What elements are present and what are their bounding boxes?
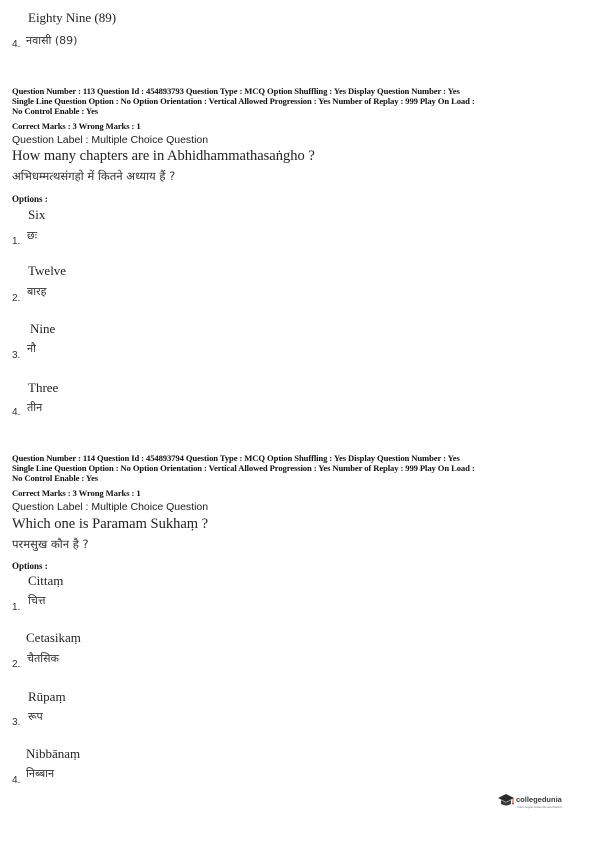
option-1-hindi: छः bbox=[27, 229, 37, 242]
option-1-english: Six bbox=[28, 207, 46, 222]
prev-option-number: 4. bbox=[12, 39, 21, 50]
option-2-hindi: बारह bbox=[27, 285, 47, 298]
question-marks: Correct Marks : 3 Wrong Marks : 1 bbox=[12, 121, 141, 131]
question-text-english: How many chapters are in Abhidhammathasaṅgho ? bbox=[12, 148, 315, 164]
option-4-english: Nibbānaṃ bbox=[26, 746, 81, 761]
option-3-number: 3. bbox=[12, 350, 21, 361]
question-meta-line-2: Single Line Question Option : No Option Orientation : Vertical Allowed Progression : Yes Number of Replay : 999 Play On Load : bbox=[12, 463, 475, 473]
options-heading: Options : bbox=[12, 561, 48, 571]
question-meta-line-1: Question Number : 114 Question Id : 454893794 Question Type : MCQ Option Shuffling : Yes Display Question Number : Yes bbox=[12, 453, 460, 463]
option-3-english: Rūpaṃ bbox=[28, 689, 66, 704]
option-1-hindi: चित्त bbox=[28, 594, 46, 607]
question-meta-line-1: Question Number : 113 Question Id : 454893793 Question Type : MCQ Option Shuffling : Yes Display Question Number : Yes bbox=[12, 86, 460, 96]
option-3-english: Nine bbox=[30, 321, 56, 336]
option-4-hindi: तीन bbox=[27, 401, 43, 414]
option-4-hindi: निब्बान bbox=[26, 767, 55, 780]
option-2-english: Cetasikaṃ bbox=[26, 630, 81, 645]
option-1-number: 1. bbox=[12, 236, 21, 247]
question-marks: Correct Marks : 3 Wrong Marks : 1 bbox=[12, 488, 141, 498]
option-2-number: 2. bbox=[12, 659, 21, 670]
option-3-hindi: नौ bbox=[27, 342, 36, 355]
option-2-english: Twelve bbox=[28, 263, 67, 278]
option-2-hindi: चैतसिक bbox=[27, 652, 59, 665]
prev-option-hindi: नवासी (89) bbox=[26, 34, 78, 47]
option-3-hindi: रूप bbox=[28, 710, 43, 723]
question-meta-line-3: No Control Enable : Yes bbox=[12, 473, 99, 483]
logo-tagline: India's largest Student Review Platform bbox=[517, 806, 563, 809]
question-label: Question Label : Multiple Choice Question bbox=[12, 134, 209, 146]
graduation-cap-icon bbox=[497, 792, 515, 812]
option-3-number: 3. bbox=[12, 717, 21, 728]
collegedunia-logo bbox=[497, 792, 577, 814]
prev-option-english: Eighty Nine (89) bbox=[28, 10, 117, 25]
option-4-english: Three bbox=[28, 380, 59, 395]
logo-wordmark: collegedunia bbox=[516, 795, 562, 804]
option-4-number: 4. bbox=[12, 775, 21, 786]
options-heading: Options : bbox=[12, 194, 48, 204]
question-text-english: Which one is Paramam Sukhaṃ ? bbox=[12, 516, 209, 532]
question-text-hindi: अभिधम्मत्थसंगहो में कितने अध्याय हैं ? bbox=[12, 169, 176, 183]
option-2-number: 2. bbox=[12, 293, 21, 304]
question-meta-line-2: Single Line Question Option : No Option Orientation : Vertical Allowed Progression : Yes Number of Replay : 999 Play On Load : bbox=[12, 96, 475, 106]
option-1-english: Cittaṃ bbox=[28, 573, 64, 588]
question-label: Question Label : Multiple Choice Question bbox=[12, 501, 209, 513]
option-1-number: 1. bbox=[12, 602, 21, 613]
question-meta-line-3: No Control Enable : Yes bbox=[12, 106, 99, 116]
question-text-hindi: परमसुख कौन है ? bbox=[12, 537, 89, 551]
option-4-number: 4. bbox=[12, 407, 21, 418]
